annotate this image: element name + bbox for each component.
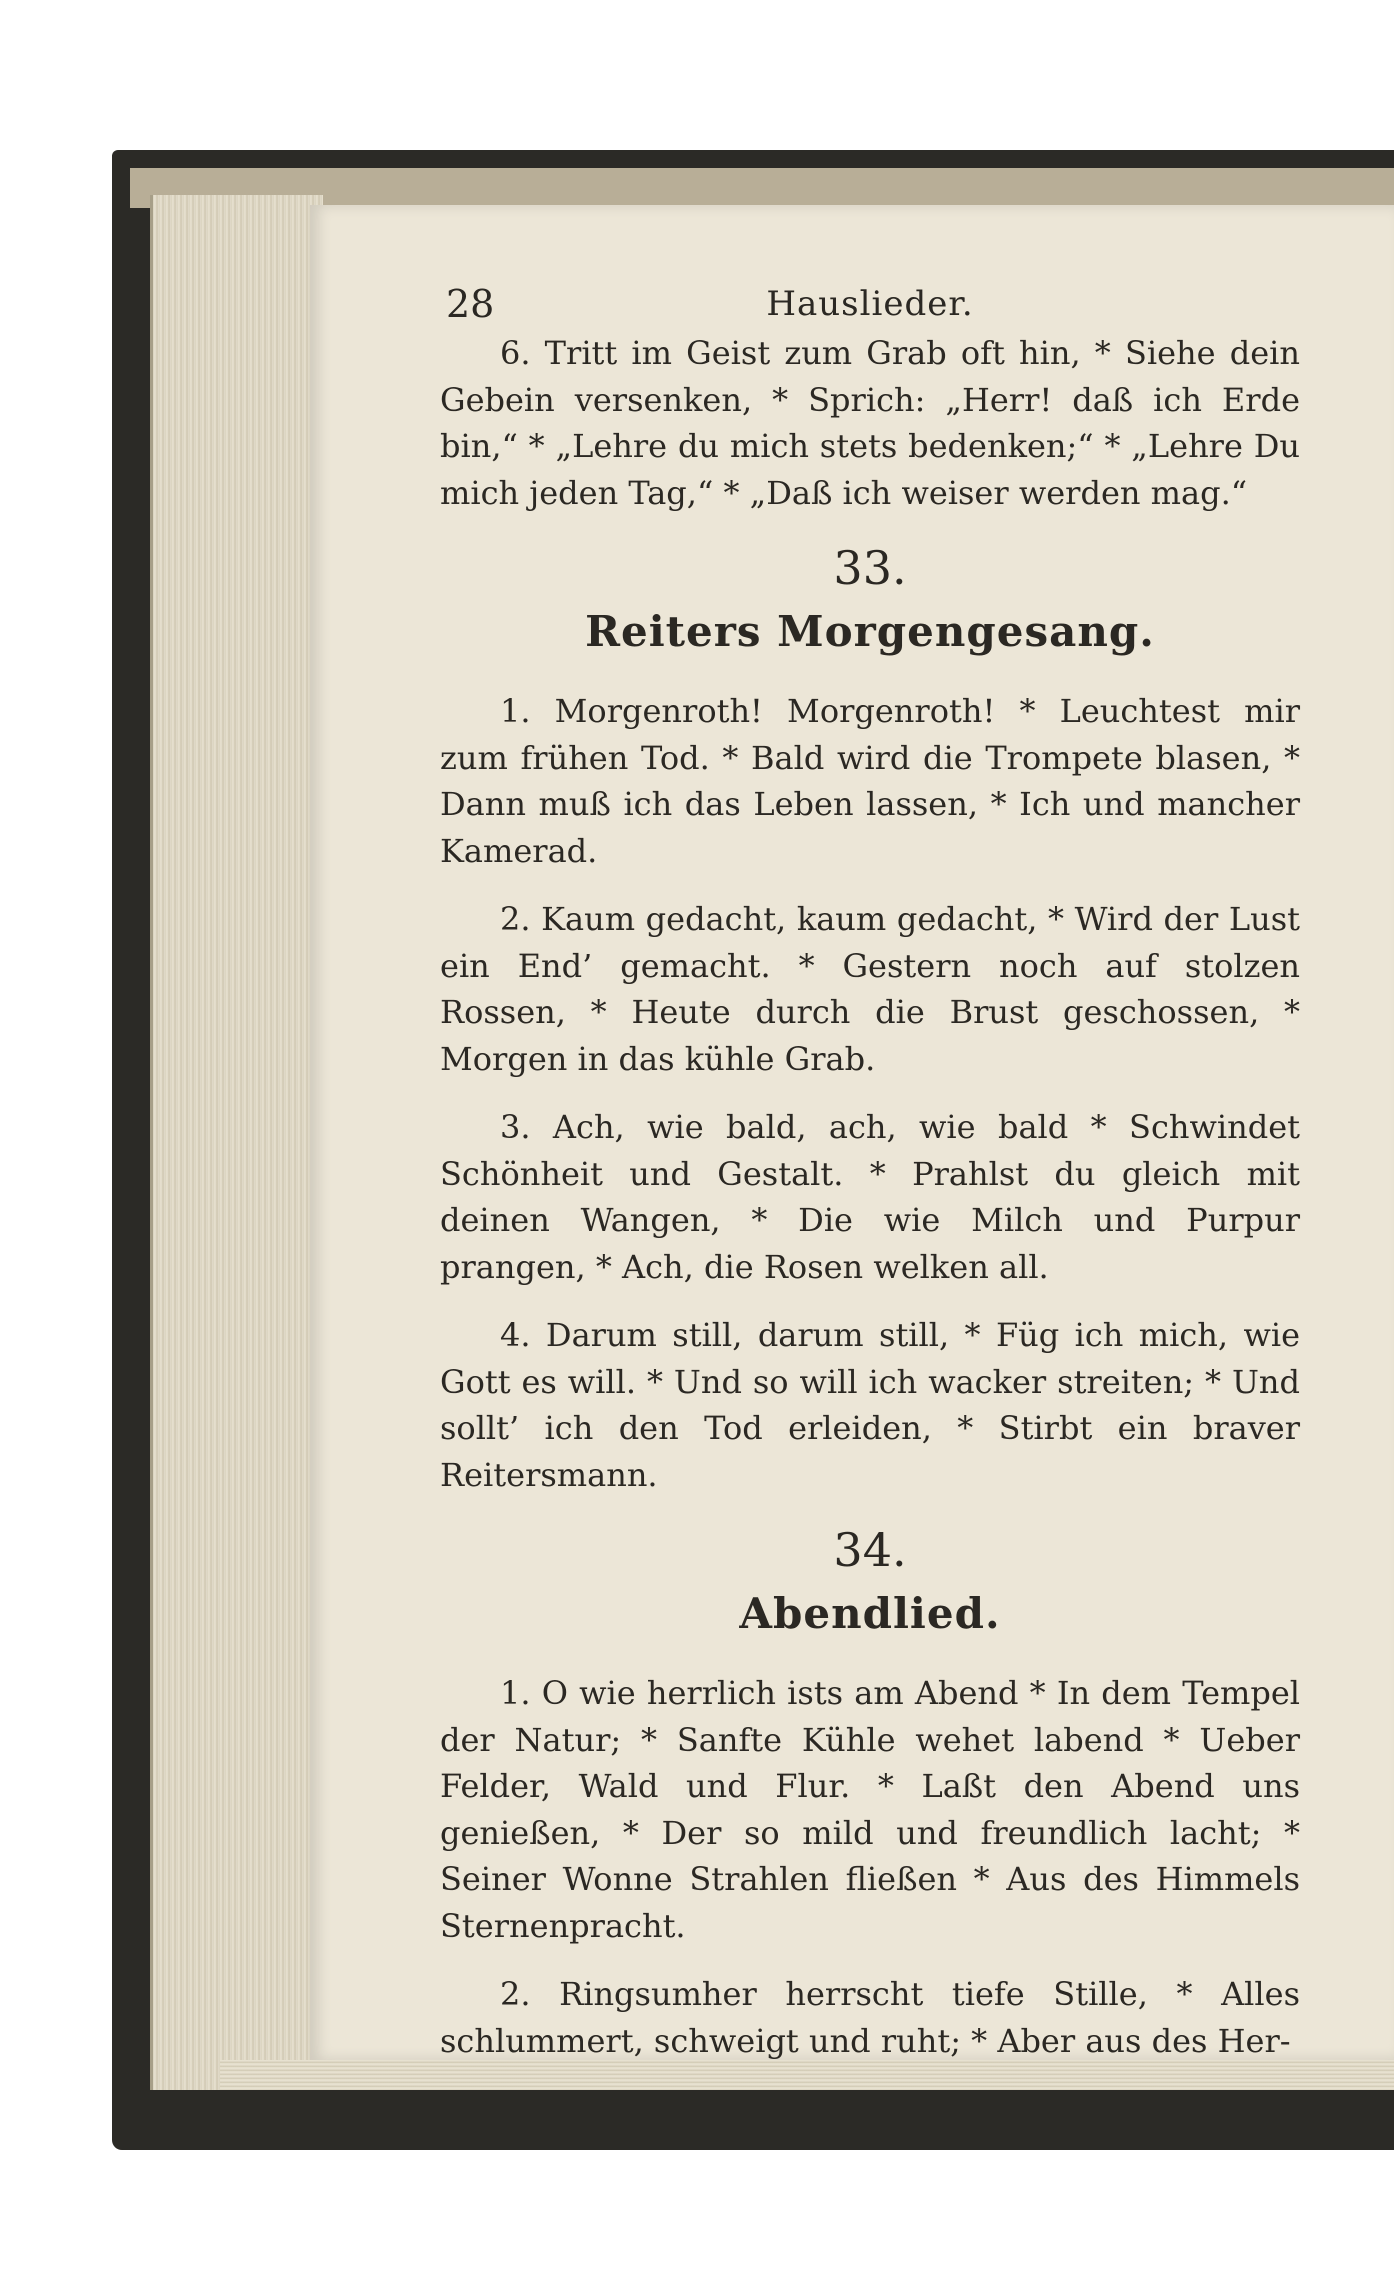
hymn-title: Reiters Morgengesang. (585, 607, 1155, 656)
intro-stanza: 6. Tritt im Geist zum Grab oft hin, * Siehe dein Gebein versenken, * Sprich: „Herr! daß ich Erde bin,“ * „Lehre du mich stets bedenken;“ * „Lehre Du mich jeden Tag,“ * „Daß ich weiser werden mag.“ (440, 334, 1300, 512)
running-head (440, 270, 1300, 330)
hymn-number: 34. (833, 1523, 907, 1577)
stanza: 3. Ach, wie bald, ach, wie bald * Schwindet Schönheit und Gestalt. * Prahlst du gleich mit deinen Wangen, * Die wie Milch und Purpur prangen, * Ach, die Rosen welken all. (440, 1108, 1300, 1286)
stanza: 1. Morgenroth! Morgenroth! * Leuchtest mir zum frühen Tod. * Bald wird die Trompete blasen, * Dann muß ich das Leben lassen, * Ich und mancher Kamerad. (440, 692, 1300, 870)
page-stack-edge (150, 195, 323, 2090)
stanza: 2. Kaum gedacht, kaum gedacht, * Wird der Lust ein End’ gemacht. * Gestern noch auf stolzen Rossen, * Heute durch die Brust geschossen, * Morgen in das kühle Grab. (440, 900, 1300, 1078)
stanza: 1. O wie herrlich ists am Abend * In dem Tempel der Natur; * Sanfte Kühle wehet labend * Ueber Felder, Wald und Flur. * Laßt den Abend uns genießen, * Der so mild und freundlich lacht; * Seiner Wonne Strahlen fließen * Aus des Himmels Sternenpracht. (440, 1674, 1300, 1945)
hymn-title: Abendlied. (739, 1589, 1001, 1638)
page-content (440, 270, 1300, 2086)
running-title: Hauslieder. (766, 284, 974, 324)
hymn-number: 33. (833, 541, 907, 595)
stanza: 2. Ringsumher herrscht tiefe Stille, * Alles schlummert, schweigt und ruht; * Aber aus des Her- (440, 1975, 1300, 2060)
stanza: 4. Darum still, darum still, * Füg ich mich, wie Gott es will. * Und so will ich wacker streiten; * Und sollt’ ich den Tod erleiden, * Stirbt ein braver Reitersmann. (440, 1316, 1300, 1494)
page-number: 28 (446, 282, 495, 326)
